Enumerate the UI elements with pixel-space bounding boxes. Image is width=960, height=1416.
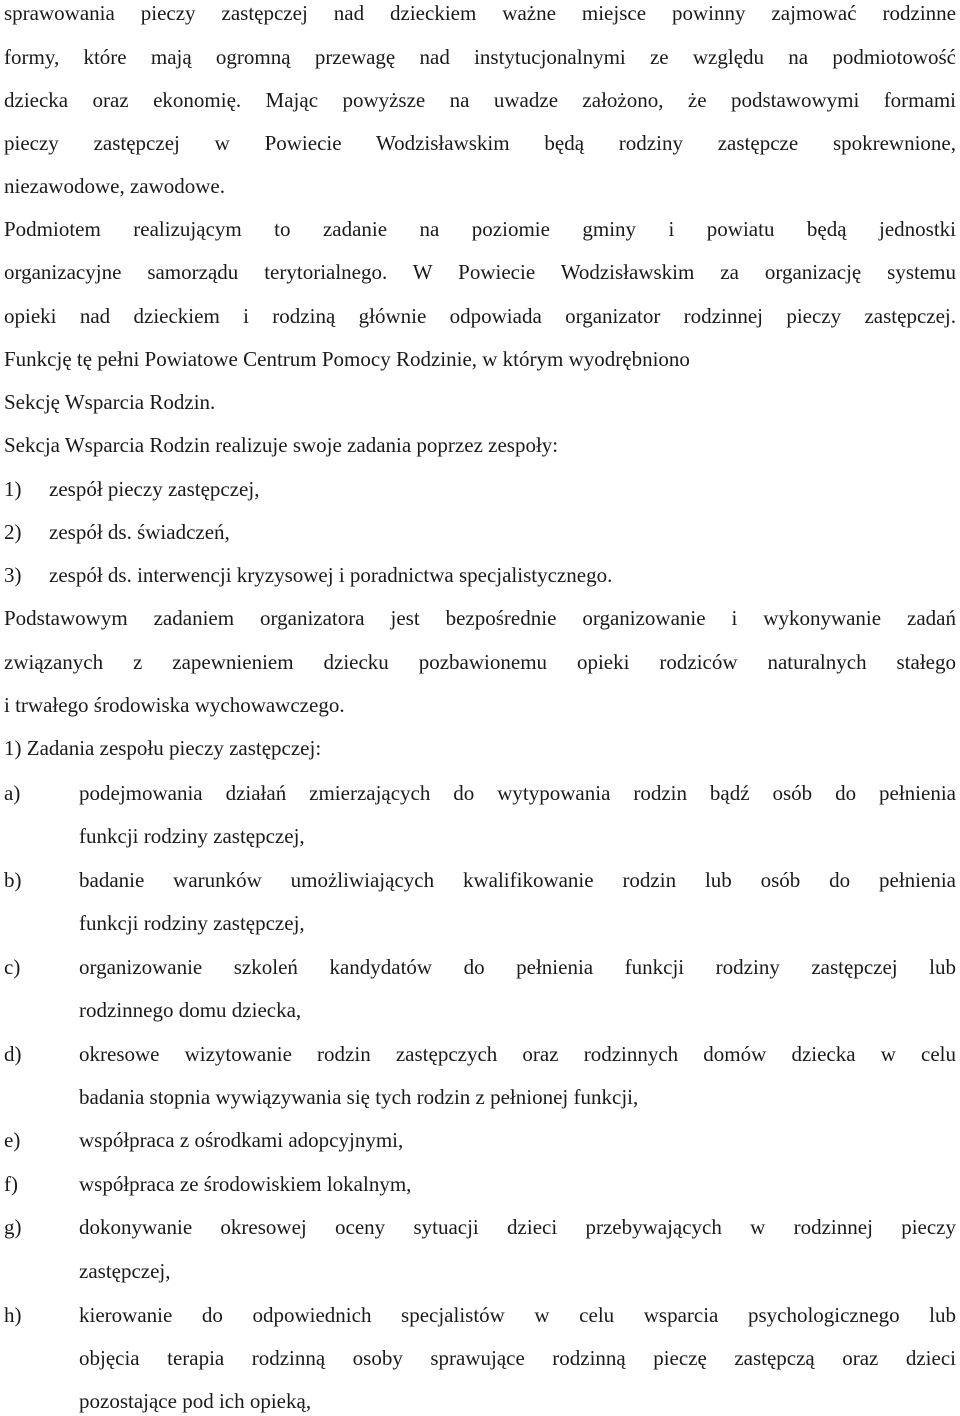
text-line: dziecka oraz ekonomię. Mając powyższe na uwadze założono, że podstawowymi formami — [4, 88, 956, 112]
text-line: Funkcję tę pełni Powiatowe Centrum Pomocy Rodzinie, w którym wyodrębniono — [4, 347, 690, 371]
list-item-label: a) — [4, 781, 21, 805]
teams-intro: Sekcja Wsparcia Rodzin realizuje swoje zadania poprzez zespoły: — [4, 433, 559, 457]
list-item-text: badanie warunków umożliwiających kwalifikowanie rodzin lub osób do pełnienia — [79, 868, 956, 892]
list-item-text: rodzinnego domu dziecka, — [79, 998, 302, 1022]
text-line: Sekcję Wsparcia Rodzin. — [4, 390, 216, 414]
list-item-text: organizowanie szkoleń kandydatów do pełnienia funkcji rodziny zastępczej lub — [79, 955, 956, 979]
list-item-text: dokonywanie okresowej oceny sytuacji dzieci przebywających w rodzinnej pieczy — [79, 1215, 956, 1239]
list-item-text: pozostające pod ich opieką, — [79, 1389, 312, 1413]
list-item-label: g) — [4, 1215, 22, 1239]
list-item-text: badania stopnia wywiązywania się tych rodzin z pełnionej funkcji, — [79, 1085, 639, 1109]
list-item-text: kierowanie do odpowiednich specjalistów w celu wsparcia psychologicznego lub — [79, 1303, 956, 1327]
list-item-label: f) — [4, 1172, 18, 1196]
tasks-heading: 1) Zadania zespołu pieczy zastępczej: — [4, 736, 322, 760]
list-item-text: podejmowania działań zmierzających do wytypowania rodzin bądź osób do pełnienia — [79, 781, 956, 805]
list-item-text: zespół pieczy zastępczej, — [49, 477, 260, 501]
list-item-number: 1) — [4, 477, 22, 501]
list-item-text: współpraca ze środowiskiem lokalnym, — [79, 1172, 412, 1196]
text-line: Podmiotem realizującym to zadanie na poziomie gminy i powiatu będą jednostki — [4, 217, 956, 241]
text-line: niezawodowe, zawodowe. — [4, 174, 225, 198]
text-line: organizacyjne samorządu terytorialnego. W Powiecie Wodzisławskim za organizację systemu — [4, 260, 956, 284]
list-item-text: zespół ds. interwencji kryzysowej i poradnictwa specjalistycznego. — [49, 563, 613, 587]
list-item-text: zastępczej, — [79, 1259, 171, 1283]
list-item-label: e) — [4, 1128, 21, 1152]
list-item-text: okresowe wizytowanie rodzin zastępczych oraz rodzinnych domów dziecka w celu — [79, 1042, 956, 1066]
text-line: pieczy zastępczej w Powiecie Wodzisławskim będą rodziny zastępcze spokrewnione, — [4, 131, 956, 155]
list-item-text: współpraca z ośrodkami adopcyjnymi, — [79, 1128, 404, 1152]
text-line: sprawowania pieczy zastępczej nad dzieckiem ważne miejsce powinny zajmować rodzinne — [4, 1, 956, 25]
list-item-label: b) — [4, 868, 22, 892]
list-item-label: d) — [4, 1042, 22, 1066]
text-line: formy, które mają ogromną przewagę nad instytucjonalnymi ze względu na podmiotowość — [4, 45, 956, 69]
list-item-label: h) — [4, 1303, 22, 1327]
text-line: Podstawowym zadaniem organizatora jest bezpośrednie organizowanie i wykonywanie zadań — [4, 606, 956, 630]
text-line: i trwałego środowiska wychowawczego. — [4, 693, 345, 717]
text-line: związanych z zapewnieniem dziecku pozbawionemu opieki rodziców naturalnych stałego — [4, 650, 956, 674]
list-item-text: funkcji rodziny zastępczej, — [79, 824, 305, 848]
list-item-label: c) — [4, 955, 21, 979]
text-line: opieki nad dzieckiem i rodziną głównie odpowiada organizator rodzinnej pieczy zastępczej. — [4, 304, 956, 328]
list-item-text: zespół ds. świadczeń, — [49, 520, 230, 544]
list-item-number: 3) — [4, 563, 22, 587]
list-item-number: 2) — [4, 520, 22, 544]
list-item-text: objęcia terapia rodzinną osoby sprawujące rodzinną pieczę zastępczą oraz dzieci — [79, 1346, 956, 1370]
list-item-text: funkcji rodziny zastępczej, — [79, 911, 305, 935]
